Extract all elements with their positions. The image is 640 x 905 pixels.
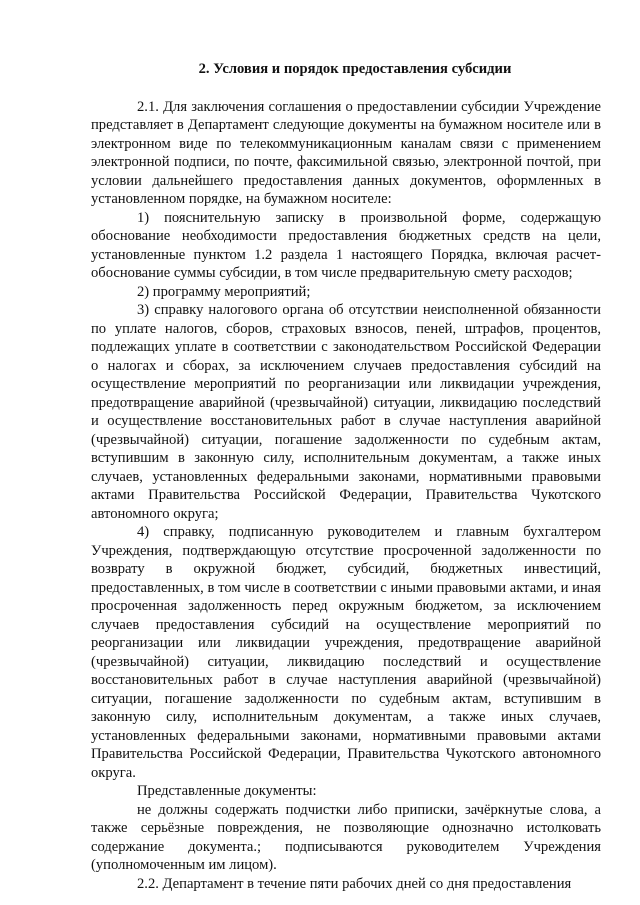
documents-intro: Представленные документы:	[137, 783, 317, 799]
list-item-4: 4) справку, подписанную руководителем и главным бухгалтером Учреждения, подтверждающую отсутствие просроченной задолженности по возврату в окружной бюджет, субсидий, бюджетных инвестиций, предоставленных, в том числе в соответствии с иными правовыми актами, и иная просроченная задолженность перед окружным бюджетом, за исключением случаев предоставления субсидий на осуществление мероприятий по реорганизации или ликвидации учреждения, предотвращение аварийной (чрезвычайной) ситуации, ликвидацию последствий и осуществление восстановительных работ в случае наступления аварийной (чрезвычайной) ситуации, погашение задолженности по судебным актам, вступившим в законную силу, исполнительным документам, а также иных случаев, установленных федеральными законами, нормативными правовыми актами Правительства Российской Федерации, Правительства Чукотского автономного округа.	[91, 524, 601, 781]
list-item-2: 2) программу мероприятий;	[137, 283, 311, 300]
list-item-3: 3) справку налогового органа об отсутствии неисполненной обязанности по уплате налогов, сборов, страховых взносов, пеней, штрафов, процентов, подлежащих уплате в соответствии с законодательством Российской Федерации о налогах и сборах, за исключением случаев предоставления субсидий на осуществление мероприятий по реорганизации или ликвидации учреждения, предотвращение аварийной (чрезвычайной) ситуации, ликвидацию последствий и осуществление восстановительных работ в случае наступления аварийной (чрезвычайной) ситуации, погашение задолженности по судебным актам, вступившим в законную силу, исполнительным документам, а также иных случаев, установленных федеральными законами, нормативными правовыми актами Правительства Российской Федерации, Правительства Чукотского автономного округа;	[91, 302, 601, 522]
document-page	[91, 60, 601, 893]
section-heading: 2. Условия и порядок предоставления субсидии	[198, 61, 512, 77]
paragraph-2-1: 2.1. Для заключения соглашения о предоставлении субсидии Учреждение представляет в Департамент следующие документы на бумажном носителе или в электронном виде по телекоммуникационным каналам связи с применением электронной подписи, по почте, факсимильной связью, электронной почтой, при условии дальнейшего предоставления данных документов, оформленных в установленном порядке, на бумажном носителе:	[91, 98, 601, 207]
list-item-1: 1) пояснительную записку в произвольной форме, содержащую обоснование необходимости предоставления бюджетных средств на цели, установленные пунктом 1.2 раздела 1 настоящего Порядка, включая расчет-обоснование суммы субсидии, в том числе предварительную смету расходов;	[91, 209, 601, 281]
paragraph-2-2: 2.2. Департамент в течение пяти рабочих дней со дня предоставления	[137, 875, 572, 892]
documents-requirements: не должны содержать подчистки либо приписки, зачёркнутые слова, а также серьёзные повреждения, не позволяющие однозначно истолковать содержание документа.; подписываются руководителем Учреждения (уполномоченным им лицом).	[91, 801, 601, 873]
